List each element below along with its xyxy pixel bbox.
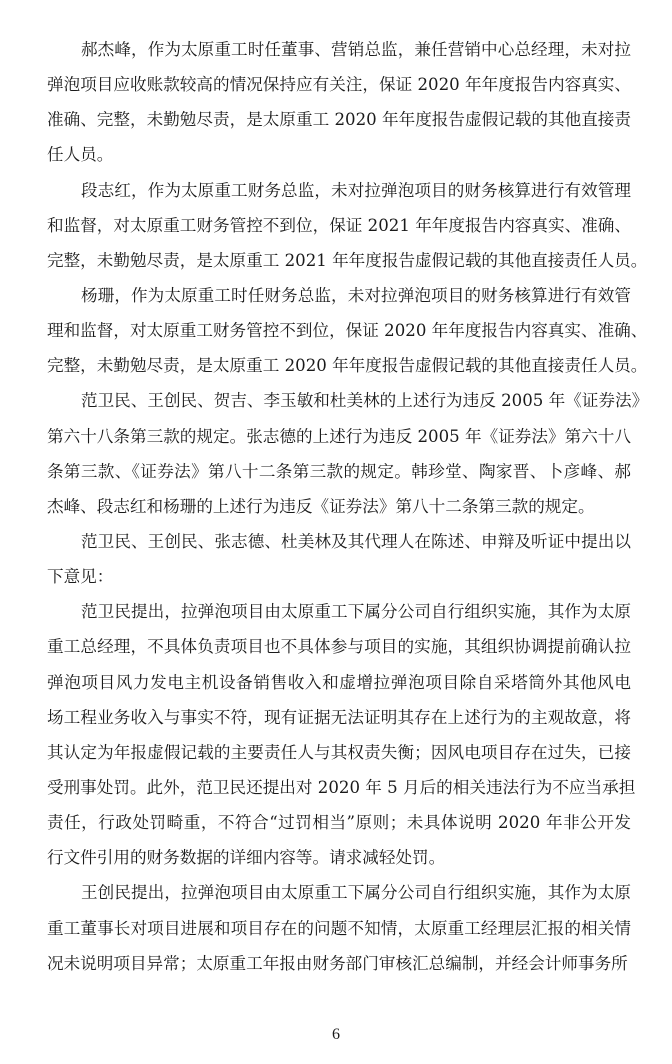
text-line: 王创民提出，拉弹泡项目由太原重工下属分公司自行组织实施，其作为太原 xyxy=(81,883,631,903)
text-line: 条第三款、《证券法》第八十二条第三款的规定。韩珍堂、陶家晋、卜彦峰、郝 xyxy=(47,461,631,481)
text-line: 第六十八条第三款的规定。张志德的上述行为违反 2005 年《证券法》第六十八 xyxy=(47,426,631,446)
paragraph-wang-chuangmin xyxy=(47,875,631,980)
text-line: 重工董事长对项目进展和项目存在的问题不知情，太原重工经理层汇报的相关情 xyxy=(47,918,631,938)
text-line: 下意见： xyxy=(47,567,114,587)
text-line: 场工程业务收入与事实不符，现有证据无法证明其存在上述行为的主观故意，将 xyxy=(47,707,631,727)
paragraph-violations xyxy=(47,383,649,524)
text-line: 其认定为年报虚假记载的主要责任人与其权责失衡；因风电项目存在过失，已接 xyxy=(47,742,631,762)
text-line: 准确、完整，未勤勉尽责，是太原重工 2020 年年度报告虚假记载的其他直接责 xyxy=(47,110,631,130)
text-line: 杨珊，作为太原重工时任财务总监，未对拉弹泡项目的财务核算进行有效管 xyxy=(81,285,631,305)
text-line: 范卫民提出，拉弹泡项目由太原重工下属分公司自行组织实施，其作为太原 xyxy=(81,602,631,622)
text-line: 弹泡项目风力发电主机设备销售收入和虚增拉弹泡项目除自采塔筒外其他风电 xyxy=(47,672,631,692)
text-line: 责任，行政处罚畸重，不符合“过罚相当”原则；未具体说明 2020 年非公开发 xyxy=(47,813,631,833)
text-line: 完整，未勤勉尽责，是太原重工 2021 年年度报告虚假记载的其他直接责任人员。 xyxy=(47,250,648,270)
text-line: 受刑事处罚。此外，范卫民还提出对 2020 年 5 月后的相关违法行为不应当承担 xyxy=(47,777,636,797)
paragraph-yang-shan xyxy=(47,278,648,383)
text-line: 任人员。 xyxy=(47,145,114,165)
text-line: 范卫民、王创民、张志德、杜美林及其代理人在陈述、申辩及听证中提出以 xyxy=(81,531,631,551)
document-body xyxy=(47,32,649,981)
text-line: 完整，未勤勉尽责，是太原重工 2020 年年度报告虚假记载的其他直接责任人员。 xyxy=(47,356,648,376)
page-number: 6 xyxy=(332,1026,340,1043)
text-line: 和监督，对太原重工财务管控不到位，保证 2021 年年度报告内容真实、准确、 xyxy=(47,215,631,235)
paragraph-hao-jiefeng xyxy=(47,32,631,173)
text-line: 郝杰峰，作为太原重工时任董事、营销总监，兼任营销中心总经理，未对拉 xyxy=(81,40,631,59)
paragraph-duan-zhihong xyxy=(47,173,648,278)
text-line: 段志红，作为太原重工财务总监，未对拉弹泡项目的财务核算进行有效管理 xyxy=(81,180,631,200)
text-line: 范卫民、王创民、贺吉、李玉敏和杜美林的上述行为违反 2005 年《证券法》 xyxy=(81,391,649,411)
text-line: 重工总经理，不具体负责项目也不具体参与项目的实施，其组织协调提前确认拉 xyxy=(47,637,631,657)
paragraph-opinions-intro xyxy=(47,524,631,594)
paragraph-fan-weimin xyxy=(47,594,636,875)
text-line: 理和监督，对太原重工财务管控不到位，保证 2020 年年度报告内容真实、准确、 xyxy=(47,321,648,341)
text-line: 况未说明项目异常；太原重工年报由财务部门审核汇总编制，并经会计师事务所 xyxy=(47,953,628,973)
text-line: 行文件引用的财务数据的详细内容等。请求减轻处罚。 xyxy=(47,848,446,868)
text-line: 弹泡项目应收账款较高的情况保持应有关注，保证 2020 年年度报告内容真实、 xyxy=(47,75,631,95)
text-line: 杰峰、段志红和杨珊的上述行为违反《证券法》第八十二条第三款的规定。 xyxy=(47,496,595,516)
